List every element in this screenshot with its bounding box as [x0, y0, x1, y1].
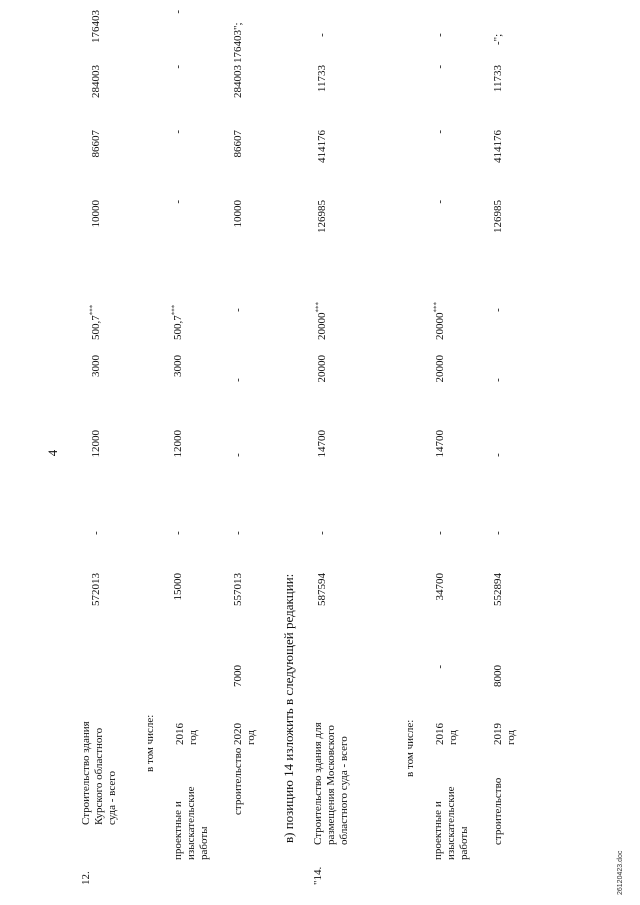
row12-c6: 10000: [90, 200, 102, 228]
row14-design-c7: -: [434, 130, 446, 134]
row14-c2: -: [316, 531, 328, 535]
footer-filename: 26120423.doc: [617, 850, 624, 895]
row12-design-c4: 3000: [172, 355, 184, 377]
row14-c9: -: [316, 33, 328, 37]
row14-num: "14.: [312, 866, 324, 885]
row12-design-c5: 500,7***: [170, 304, 184, 340]
row14-c3: 14700: [316, 430, 328, 458]
row12-build-c3: -: [232, 453, 244, 457]
row14-c6: 126985: [316, 200, 328, 233]
row14-design-year: 2016 год: [434, 723, 459, 745]
row14-incl: в том числе:: [404, 719, 416, 777]
row14-build-cap: 8000: [492, 665, 504, 687]
row12-design-c8: -: [172, 65, 184, 69]
row14-build-c2: -: [492, 531, 504, 535]
row14-build-name: строительство: [492, 777, 504, 845]
row14-design-c5: 20000***: [432, 302, 446, 340]
row12-design-c7: -: [172, 130, 184, 134]
row12-num: 12.: [80, 871, 92, 885]
row14-c5: 20000***: [314, 302, 328, 340]
row14-build-c7: 414176: [492, 130, 504, 163]
row14-c7: 414176: [316, 130, 328, 163]
row12-design-c2: -: [172, 531, 184, 535]
row14-build-c9: -";: [492, 33, 504, 45]
row12-build-c4: -: [232, 378, 244, 382]
page-number: 4: [45, 449, 60, 457]
row12-build-c5: -: [232, 308, 244, 312]
row14-design-cap: -: [434, 665, 446, 669]
row12-c4: 3000: [90, 355, 102, 377]
row12-build-c7: 86607: [232, 130, 244, 158]
row12-design-c6: -: [172, 200, 184, 204]
row14-design-c3: 14700: [434, 430, 446, 458]
row14-design-total: 34700: [434, 573, 446, 601]
row12-build-name: строительство: [232, 747, 244, 815]
row12-build-total: 557013: [232, 573, 244, 606]
row12-name: Строительство здания Курского областного суда - всего: [80, 721, 118, 825]
row14-build-c6: 126985: [492, 200, 504, 233]
row12-build-c6: 10000: [232, 200, 244, 228]
row12-c7: 86607: [90, 130, 102, 158]
row14-build-c8: 11733: [492, 65, 504, 93]
row12-build-c2: -: [232, 531, 244, 535]
row12-design-c9: -: [172, 10, 184, 14]
row12-total: 572013: [90, 573, 102, 606]
row12-build-cap: 7000: [232, 665, 244, 687]
row14-build-c5: -: [492, 308, 504, 312]
row14-design-c4: 20000: [434, 355, 446, 383]
row14-design-c6: -: [434, 200, 446, 204]
row12-build-c8: 284003: [232, 65, 244, 98]
row14-design-c9: -: [434, 33, 446, 37]
row14-design-c2: -: [434, 531, 446, 535]
row14-build-c4: -: [492, 378, 504, 382]
row14-total: 587594: [316, 573, 328, 606]
row12-incl: в том числе:: [144, 714, 156, 772]
row14-design-name: проектные и изыскательские работы: [432, 786, 470, 860]
row14-c8: 11733: [316, 65, 328, 93]
row12-build-year: 2020 год: [232, 723, 257, 745]
section-heading: в) позицию 14 изложить в следующей редакции:: [281, 573, 296, 843]
row12-c2: -: [90, 531, 102, 535]
row14-c4: 20000: [316, 355, 328, 383]
row12-c9: 176403: [90, 10, 102, 43]
row12-c8: 284003: [90, 65, 102, 98]
row14-build-year: 2019 год: [492, 723, 517, 745]
row12-design-name: проектные и изыскательские работы: [172, 786, 210, 860]
row12-c5: 500,7***: [88, 304, 102, 340]
row12-c3: 12000: [90, 430, 102, 458]
row14-build-c3: -: [492, 453, 504, 457]
row12-design-year: 2016 год: [174, 723, 199, 745]
row14-design-c8: -: [434, 65, 446, 69]
row12-design-total: 15000: [172, 573, 184, 601]
row12-build-c9: 176403";: [232, 22, 244, 63]
row14-name: Строительство здания для размещения Московского областного суда - всего: [312, 722, 350, 845]
row12-design-c3: 12000: [172, 430, 184, 458]
row14-build-total: 552894: [492, 573, 504, 606]
